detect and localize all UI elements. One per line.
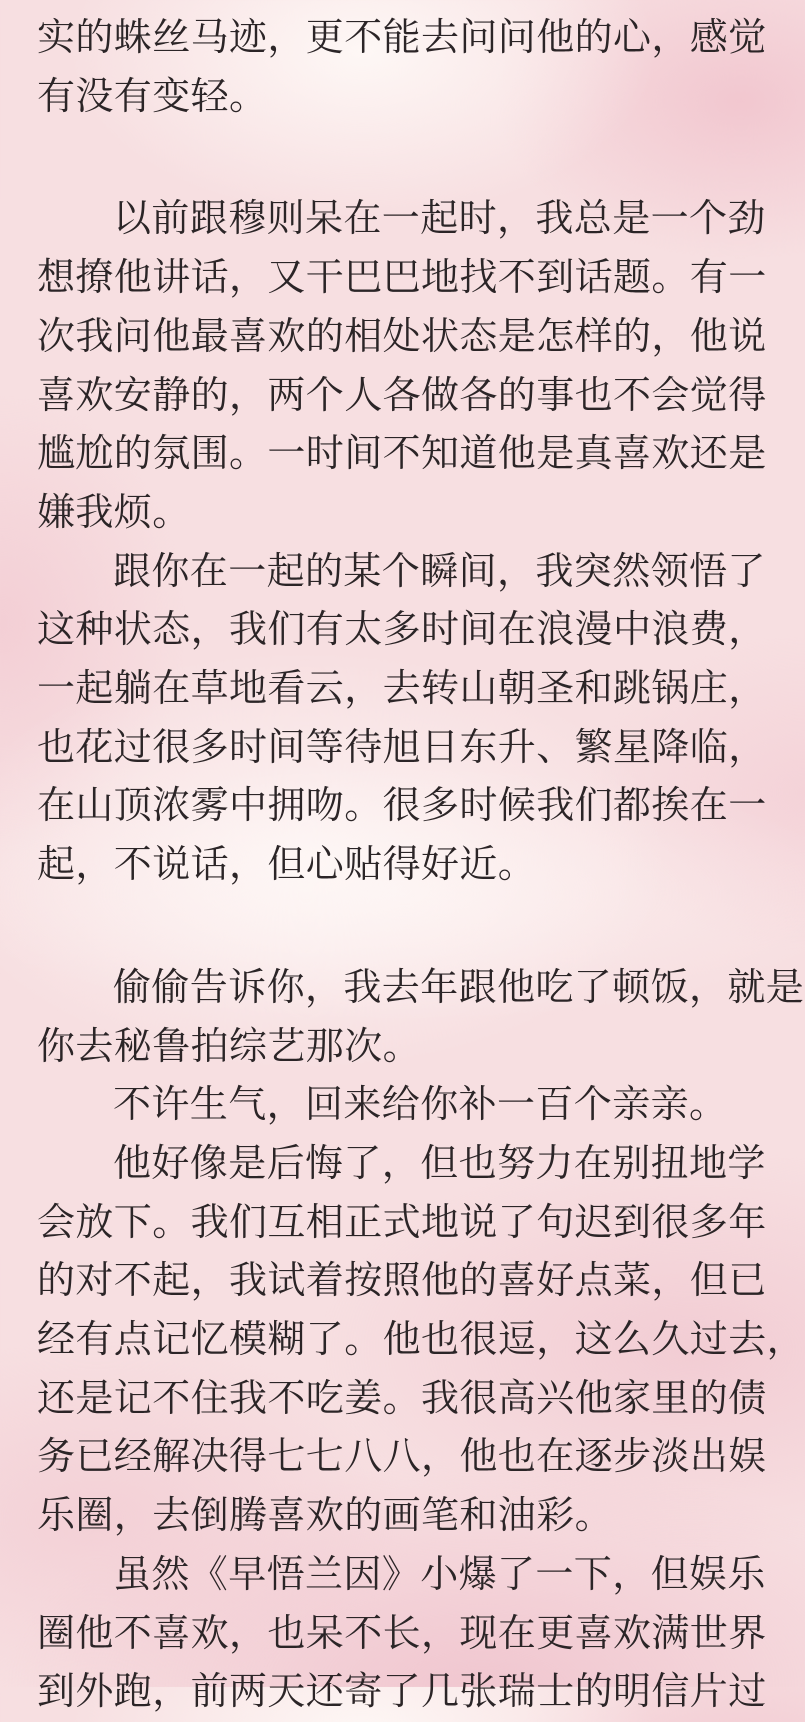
text-line: 有没有变轻。 — [37, 75, 268, 118]
text-line: 的对不起，我试着按照他的喜好点菜，但已 — [37, 1260, 767, 1303]
text-line: 他好像是后悔了，但也努力在别扭地学 — [113, 1142, 766, 1185]
text-line: 一起躺在草地看云，去转山朝圣和跳锅庄， — [37, 668, 767, 711]
text-line: 实的蛛丝马迹，更不能去问问他的心，感觉 — [37, 17, 767, 59]
text-line: 你去秘鲁拍综艺那次。 — [37, 1025, 422, 1068]
text-line: 偷偷告诉你，我去年跟他吃了顿饭，就是 — [113, 966, 805, 1009]
text-line: 嫌我烦。 — [37, 491, 191, 534]
text-line: 乐圈，去倒腾喜欢的画笔和油彩。 — [37, 1495, 614, 1538]
text-line: 还是记不住我不吃姜。我很高兴他家里的债 — [37, 1377, 767, 1420]
text-line: 经有点记忆模糊了。他也很逗，这么久过去， — [37, 1319, 805, 1362]
text-line: 会放下。我们互相正式地说了句迟到很多年 — [37, 1201, 767, 1244]
text-line: 跟你在一起的某个瞬间，我突然领悟了 — [113, 550, 766, 593]
text-line: 在山顶浓雾中拥吻。很多时候我们都挨在一 — [37, 785, 767, 828]
text-line: 也花过很多时间等待旭日东升、繁星降临， — [37, 726, 767, 769]
text-line: 不许生气，回来给你补一百个亲亲。 — [113, 1084, 728, 1127]
text-line: 到外跑，前两天还寄了几张瑞士的明信片过 — [37, 1671, 767, 1714]
novel-text-body — [37, 9, 805, 1722]
text-line: 以前跟穆则呆在一起时，我总是一个劲 — [113, 198, 766, 241]
text-line: 喜欢安静的，两个人各做各的事也不会觉得 — [37, 374, 767, 417]
text-line: 想撩他讲话，又干巴巴地找不到话题。有一 — [37, 257, 767, 300]
text-line: 这种状态，我们有太多时间在浪漫中浪费， — [37, 609, 767, 652]
text-line: 虽然《早悟兰因》小爆了一下，但娱乐 — [113, 1553, 766, 1596]
text-line: 尴尬的氛围。一时间不知道他是真喜欢还是 — [37, 433, 767, 476]
text-line: 次我问他最喜欢的相处状态是怎样的，他说 — [37, 315, 767, 358]
text-line: 务已经解决得七七八八，他也在逐步淡出娱 — [37, 1436, 767, 1479]
text-line: 圈他不喜欢，也呆不长，现在更喜欢满世界 — [37, 1612, 767, 1655]
text-line: 起，不说话，但心贴得好近。 — [37, 844, 537, 887]
